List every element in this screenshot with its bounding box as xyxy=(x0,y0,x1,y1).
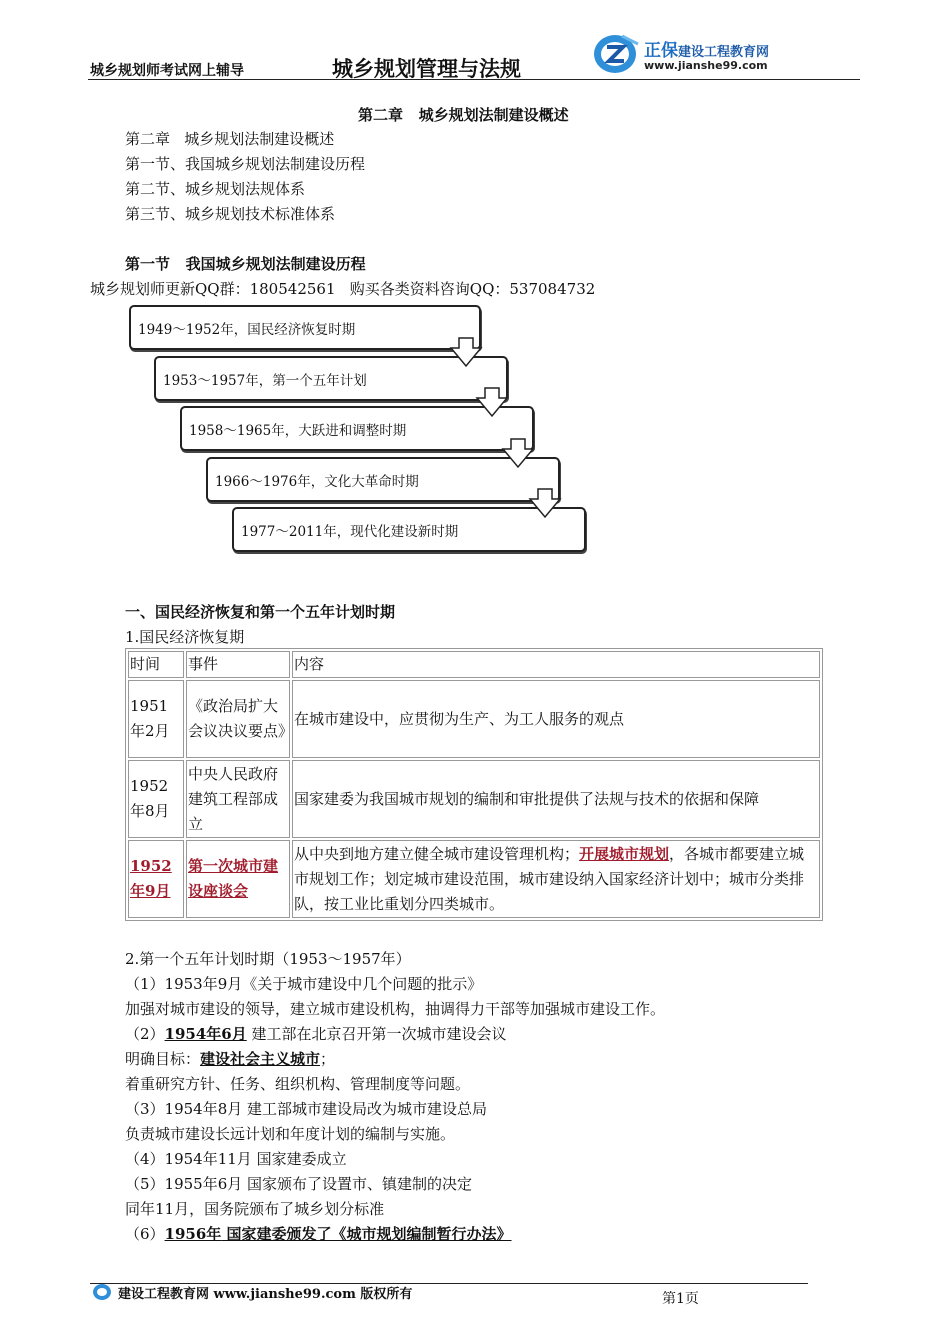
item-line: （2）1954年6月 建工部在北京召开第一次城市建设会议 xyxy=(125,1025,507,1043)
item-line: （1）1953年9月《关于城市建设中几个问题的批示》 xyxy=(125,975,483,993)
item-desc: 负责城市建设长远计划和年度计划的编制与实施。 xyxy=(125,1125,456,1143)
col-time-header: 时间 xyxy=(128,651,184,678)
footer-logo-icon xyxy=(92,1283,112,1305)
down-arrow-icon xyxy=(530,489,560,517)
events-table xyxy=(125,648,823,921)
toc-item: 第三节、城乡规划技术标准体系 xyxy=(125,205,336,223)
footer-text: 建设工程教育网 www.jianshe99.com 版权所有 xyxy=(118,1287,413,1302)
cell-time: 1952年8月 xyxy=(128,760,184,838)
table-row xyxy=(128,840,820,918)
item-line: （6）1956年 国家建委颁发了《城市规划编制暂行办法》 xyxy=(125,1225,512,1243)
table-row xyxy=(128,680,820,758)
cell-content: 国家建委为我国城市规划的编制和审批提供了法规与技术的依据和保障 xyxy=(292,760,820,838)
flow-step: 1958～1965年，大跃进和调整时期 xyxy=(180,406,534,451)
item-line: （4）1954年11月 国家建委成立 xyxy=(125,1150,347,1168)
item-line: （5）1955年6月 国家颁布了设置市、镇建制的决定 xyxy=(125,1175,473,1193)
highlight-text: 开展城市规划 xyxy=(579,844,670,863)
sub-heading: 1.国民经济恢复期 xyxy=(125,628,245,646)
cell-event: 《政治局扩大会议决议要点》 xyxy=(186,680,290,758)
header-title: 城乡规划管理与法规 xyxy=(332,56,521,81)
cell-time: 1952年9月 xyxy=(128,840,184,918)
item-line: （3）1954年8月 建工部城市建设局改为城市建设总局 xyxy=(125,1100,488,1118)
item-desc: 明确目标：建设社会主义城市； xyxy=(125,1050,336,1068)
part-heading: 一、国民经济恢复和第一个五年计划时期 xyxy=(125,603,396,621)
page-number: 第1页 xyxy=(662,1291,699,1307)
section-heading: 第一节 我国城乡规划法制建设历程 xyxy=(125,255,366,273)
flow-step: 1966～1976年，文化大革命时期 xyxy=(206,457,560,502)
toc-item: 第二节、城乡规划法规体系 xyxy=(125,180,306,198)
down-arrow-icon xyxy=(451,338,481,366)
contact-line: 城乡规划师更新QQ群：180542561 购买各类资料咨询QQ：537084732 xyxy=(90,280,596,298)
logo-brand: 正保建设工程教育网 xyxy=(644,41,770,61)
cell-content: 在城市建设中，应贯彻为生产、为工人服务的观点 xyxy=(292,680,820,758)
flow-step: 1949～1952年，国民经济恢复时期 xyxy=(129,305,481,350)
header-left-text: 城乡规划师考试网上辅导 xyxy=(90,63,244,79)
col-content-header: 内容 xyxy=(292,651,820,678)
item-desc: 同年11月，国务院颁布了城乡划分标准 xyxy=(125,1200,385,1218)
flow-step: 1953～1957年，第一个五年计划 xyxy=(154,356,508,401)
item-desc: 着重研究方针、任务、组织机构、管理制度等问题。 xyxy=(125,1075,471,1093)
logo-url: www.jianshe99.com xyxy=(644,59,768,72)
down-arrow-icon xyxy=(503,439,533,467)
table-header-row xyxy=(128,651,820,678)
flow-arrows xyxy=(0,0,950,560)
flow-step: 1977～2011年，现代化建设新时期 xyxy=(232,507,586,552)
cell-time: 1951年2月 xyxy=(128,680,184,758)
cell-event: 中央人民政府建筑工程部成立 xyxy=(186,760,290,838)
chapter-title: 第二章 城乡规划法制建设概述 xyxy=(358,106,569,124)
cell-event: 第一次城市建设座谈会 xyxy=(186,840,290,918)
toc-item: 第二章 城乡规划法制建设概述 xyxy=(125,130,335,148)
table-row xyxy=(128,760,820,838)
toc-item: 第一节、我国城乡规划法制建设历程 xyxy=(125,155,366,173)
col-event-header: 事件 xyxy=(186,651,290,678)
cell-content: 从中央到地方建立健全城市建设管理机构；开展城市规划，各城市都要建立城市规划工作；划定城市建设范围，城市建设纳入国家经济计划中；城市分类排队，按工业比重划分四类城市。 xyxy=(292,840,820,918)
item-desc: 加强对城市建设的领导，建立城市建设机构，抽调得力干部等加强城市建设工作。 xyxy=(125,1000,666,1018)
down-arrow-icon xyxy=(477,388,507,416)
sub-heading: 2.第一个五年计划时期（1953～1957年） xyxy=(125,950,411,968)
